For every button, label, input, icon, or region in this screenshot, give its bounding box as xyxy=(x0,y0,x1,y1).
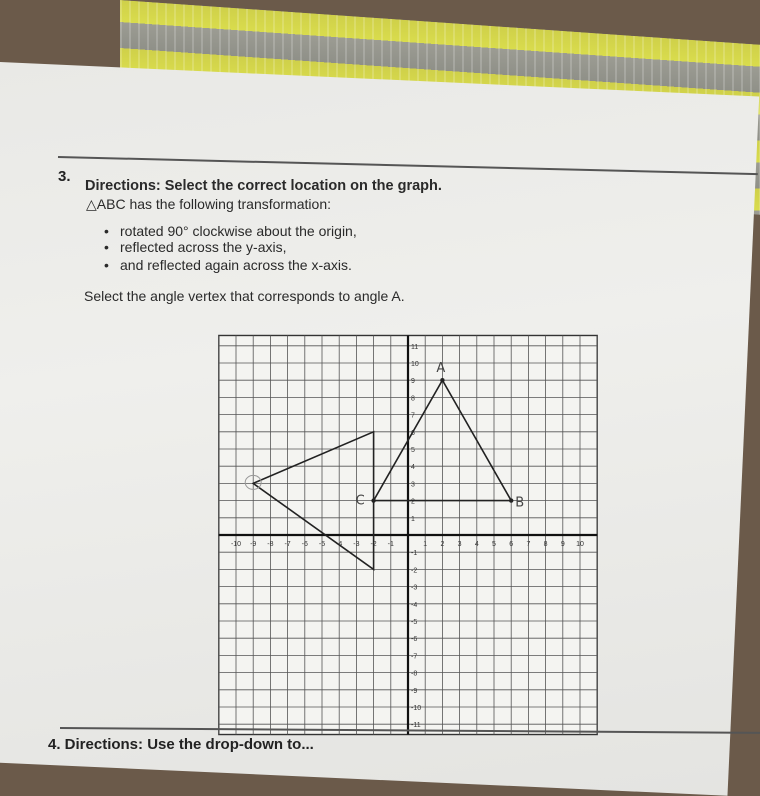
x-tick-label: -10 xyxy=(230,541,242,548)
coordinate-graph[interactable] xyxy=(230,330,636,730)
y-tick-label: -3 xyxy=(411,584,418,592)
y-tick-label: 6 xyxy=(411,429,415,437)
y-tick-label: 4 xyxy=(411,464,415,472)
directions-heading: Directions: Select the correct location on the graph. xyxy=(85,178,442,194)
x-tick-label: -1 xyxy=(387,541,394,548)
y-tick-label: 8 xyxy=(411,395,415,403)
x-tick-label: 2 xyxy=(440,541,445,548)
selectable-vertex[interactable] xyxy=(247,477,259,489)
x-tick-label: 5 xyxy=(492,541,496,548)
statement-text: △ABC has the following transformation: xyxy=(86,196,331,212)
vertex-point[interactable] xyxy=(440,378,444,382)
next-question-text: 4. Directions: Use the drop-down to... xyxy=(48,736,314,753)
y-tick-label: 2 xyxy=(411,498,415,506)
y-tick-label: -1 xyxy=(411,550,418,558)
vertex-point[interactable] xyxy=(371,498,375,502)
x-tick-label: 3 xyxy=(457,541,462,548)
vertex-label-b: B xyxy=(515,495,525,511)
y-tick-label: 1 xyxy=(411,515,415,523)
x-tick-label: 6 xyxy=(509,541,514,548)
x-tick-label: 7 xyxy=(526,541,531,548)
y-tick-label: 5 xyxy=(411,447,415,454)
x-tick-label: -4 xyxy=(336,541,343,548)
x-tick-label: -8 xyxy=(267,541,274,548)
y-tick-label: 10 xyxy=(411,361,419,368)
vertex-label-a: A xyxy=(436,361,446,377)
vertex-label-c: C xyxy=(355,493,365,509)
y-tick-label: -10 xyxy=(411,705,422,712)
x-tick-label: -3 xyxy=(353,541,360,548)
x-tick-label: 4 xyxy=(474,541,479,548)
y-tick-label: 11 xyxy=(411,343,419,351)
top-divider xyxy=(58,156,758,175)
x-tick-label: 1 xyxy=(423,541,428,548)
y-tick-label: -7 xyxy=(411,653,418,661)
x-tick-label: -6 xyxy=(301,541,308,548)
bullet-item: • and reflected again across the x-axis. xyxy=(120,257,352,273)
prompt-text: Select the angle vertex that corresponds to angle A. xyxy=(84,288,405,304)
x-tick-label: 8 xyxy=(543,541,548,548)
y-tick-label: -9 xyxy=(411,687,418,695)
y-tick-label: -11 xyxy=(411,722,421,730)
y-tick-label: -6 xyxy=(411,636,418,644)
x-tick-label: -5 xyxy=(318,541,326,548)
y-tick-label: -2 xyxy=(411,567,418,575)
y-tick-label: -5 xyxy=(411,619,418,626)
selectable-vertex[interactable] xyxy=(368,563,380,575)
x-tick-label: -9 xyxy=(250,541,257,548)
y-tick-label: 9 xyxy=(411,378,415,386)
x-tick-label: -7 xyxy=(284,541,291,548)
x-tick-label: 10 xyxy=(576,541,584,548)
question-number: 3. xyxy=(58,168,71,185)
bullet-item: • rotated 90° clockwise about the origin, xyxy=(120,223,357,239)
selectable-vertex[interactable] xyxy=(368,426,380,438)
x-tick-label: 9 xyxy=(560,541,565,548)
x-tick-label: -2 xyxy=(370,541,377,548)
y-tick-label: 3 xyxy=(411,481,415,489)
y-tick-label: -8 xyxy=(411,670,418,678)
vertex-point[interactable] xyxy=(509,498,513,502)
y-tick-label: -4 xyxy=(411,601,418,609)
y-tick-label: 7 xyxy=(411,412,415,420)
bullet-item: • reflected across the y-axis, xyxy=(120,239,287,255)
